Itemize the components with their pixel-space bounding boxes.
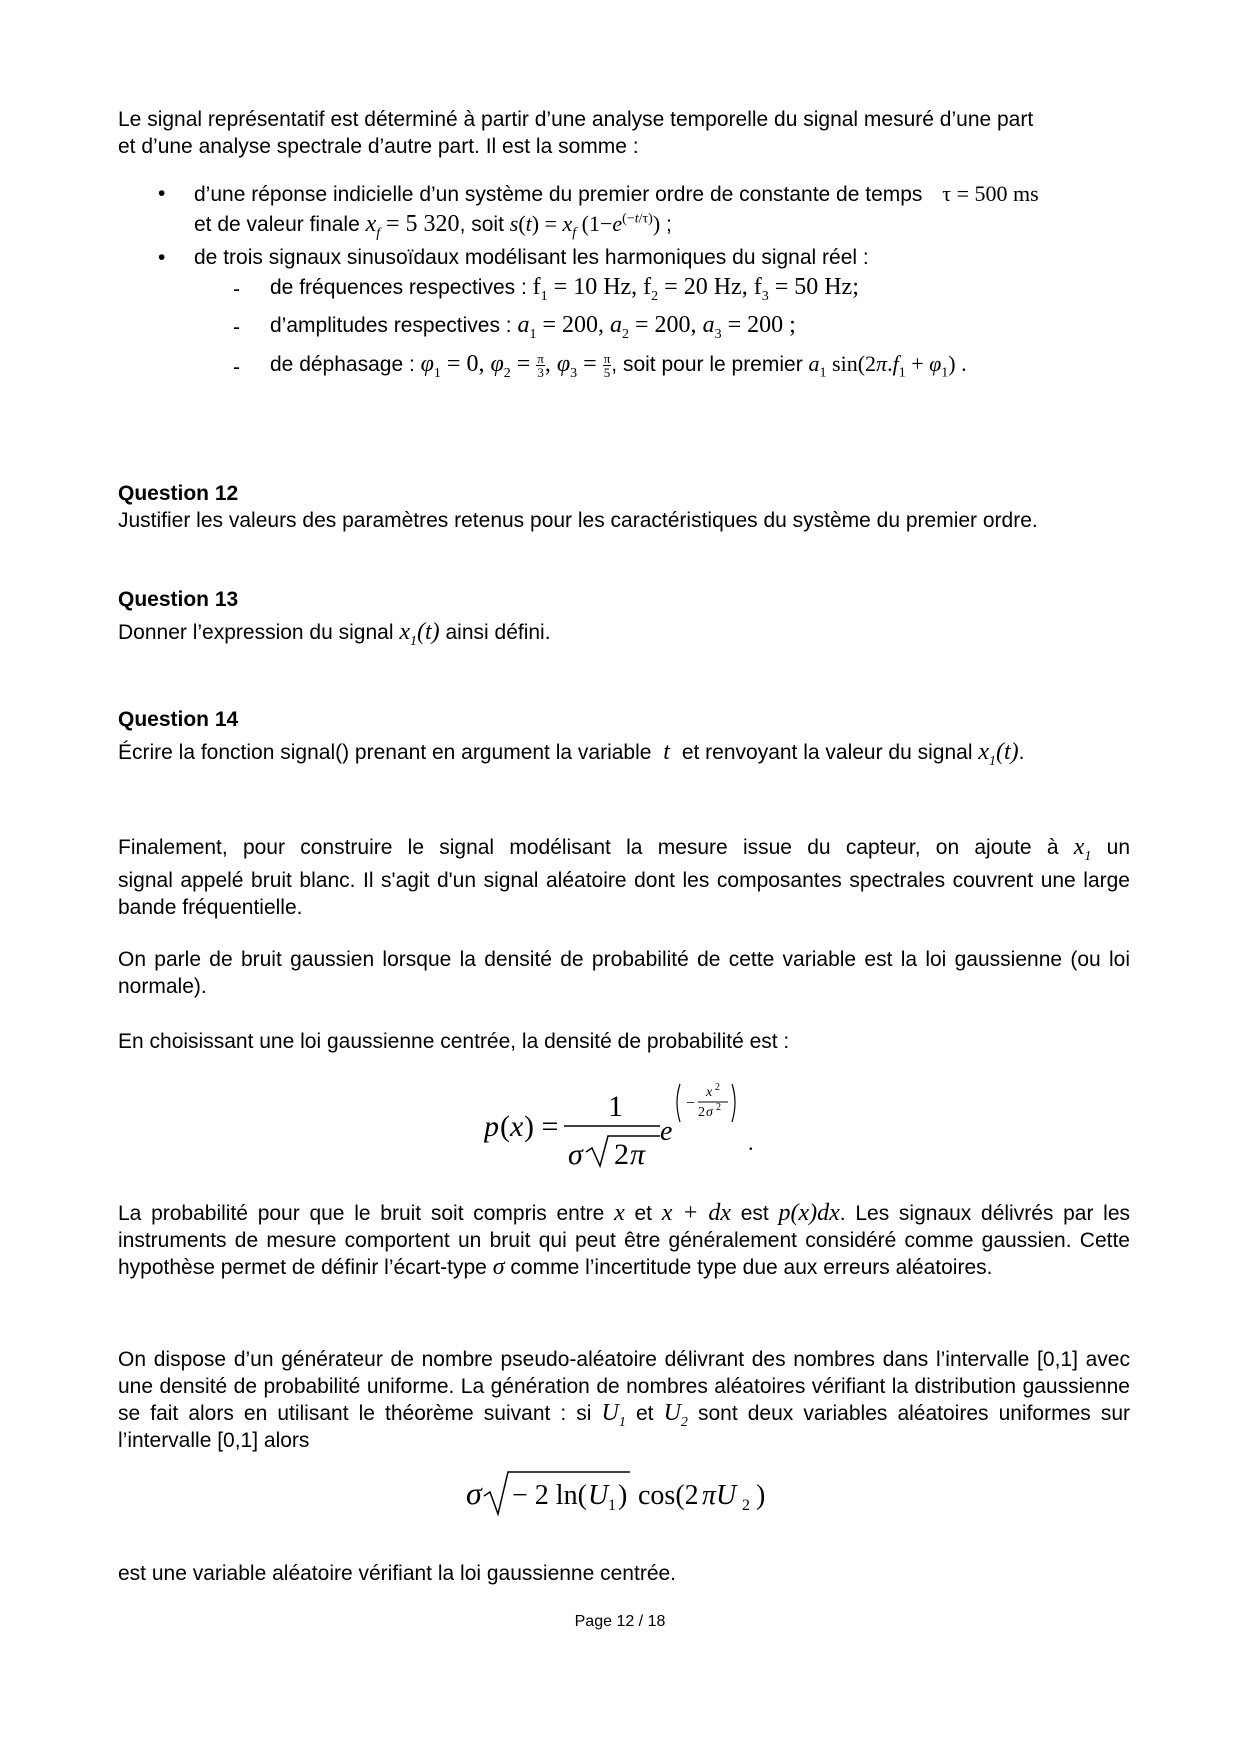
svg-text:): ) [618,1480,628,1511]
svg-text:2: 2 [742,1497,750,1514]
svg-text:2: 2 [698,1105,705,1120]
svg-text:x: x [510,1110,524,1143]
x1t-symbol: $x_1(t)$ [978,739,1019,769]
frequencies-values: $f_1 = 10$ Hz, $f_2 = 20$ Hz, $f_3 = 50$ Hz; [532,274,859,304]
step-response-formula: $s(t) = x_f$ $(1-e^{(-t/\tau)})$ [509,211,661,241]
svg-text:πU: πU [702,1480,737,1511]
phases-values: $\varphi_1 = 0$, $\varphi_2$ = $\frac{\pi}{3}$ , $\varphi_3$ = $\frac{\pi}{5}$ [420,350,611,381]
frequencies-line: de fréquences respectives : $f_1 = 10$ Hz, $f_2 = 20$ Hz, $f_3 = 50$ Hz; [270,274,859,304]
svg-text:.: . [748,1130,754,1155]
bullet-marker: • [158,182,166,205]
intro-paragraph: Le signal représentatif est déterminé à partir d’une analyse temporelle du signal mesuré d’une part et d’une analyse spectrale d’autre part. Il est la somme : [118,108,1034,158]
svg-text:σ: σ [706,1105,713,1120]
box-muller-svg [466,1466,786,1522]
x1-symbol: $x_1$ [1073,834,1092,864]
u1-symbol: $U_1$ [601,1400,626,1430]
amplitudes-values: $a_1 = 200$, $a_2 = 200$, $a_3 = 200$ ; [517,312,796,342]
u2-symbol: $U_2$ [663,1400,688,1430]
bullet-marker: • [158,246,166,269]
svg-text:(: ( [500,1110,510,1143]
amplitudes-line: d’amplitudes respectives : $a_1 = 200$, $a_2 = 200$, $a_3 = 200$ ; [270,312,796,342]
dash-marker: - [233,278,240,301]
svg-text:x: x [706,1085,713,1100]
svg-text:cos(2: cos(2 [638,1480,699,1511]
box-muller-formula [466,1466,786,1529]
gaussian-noise-paragraph: On parle de bruit gaussien lorsque la densité de probabilité de cette variable est la loi gaussienne (ou loi normale). [118,948,1130,998]
phases-line: de déphasage : $\varphi_1 = 0$, $\varphi_2$ = $\frac{\pi}{3}$ , $\varphi_3$ = $\frac{\pi}{5}$ , soit pour le premier $a_1$ $\sin(2\pi.f_1 + \varphi_1)$ . [270,350,967,381]
svg-text:2: 2 [614,1138,629,1171]
svg-text:σ: σ [568,1138,583,1171]
svg-text:p: p [484,1110,499,1143]
question-12: Question 12 Justifier les valeurs des paramètres retenus pour les caractéristiques du système du premier ordre. [118,482,1038,532]
svg-text:σ: σ [466,1475,482,1511]
svg-text:): ) [756,1480,766,1511]
first-harmonic-formula: $a_1$ $\sin(2\pi.f_1 + \varphi_1)$ . [808,351,967,381]
svg-text:2: 2 [716,1102,721,1113]
dash-marker: - [233,356,240,379]
page-number: Page 12 / 18 [574,1613,666,1630]
svg-text:π: π [630,1138,646,1171]
white-noise-paragraph: Finalement, pour construire le signal modélisant la mesure issue du capteur, on ajoute à $x_1$ un signal appelé bruit blanc. Il s'agit d'un signal aléatoire dont les composantes spectrales couvrent une large bande fréquentielle. [118,834,1131,919]
question-14: Question 14 Écrire la fonction signal() prenant en argument la variable t et renvoyant la valeur du signal $x_1(t)$. [118,708,1025,769]
svg-text:) =: ) = [524,1110,559,1143]
xf-symbol: $x_f$ [365,211,381,241]
conclusion-paragraph: est une variable aléatoire vérifiant la loi gaussienne centrée. [118,1562,677,1585]
question-13: Question 13 Donner l’expression du signal $x_1(t)$ ainsi défini. [118,588,551,649]
svg-text:U: U [588,1480,609,1511]
svg-text:2: 2 [715,1082,720,1093]
x1t-symbol: $x_1(t)$ [399,619,440,649]
dash-marker: - [233,316,240,339]
gaussian-density-svg [484,1078,764,1178]
box-muller-paragraph: On dispose d’un générateur de nombre pseudo-aléatoire délivrant des nombres dans l’intervalle [0,1] avec une densité de probabilité uniforme. La génération de nombres aléatoires vérifiant la distribution gaussienne se fait alors en utilisant le théorème suivant : si $U_1$ et $U_2$ sont deux variables aléatoires uniformes sur l’intervalle [0,1] alors [118,1348,1131,1452]
bullet-sinusoids: de trois signaux sinusoïdaux modélisant les harmoniques du signal réel : [194,246,869,269]
bullet-step-response: d’une réponse indicielle d’un système du premier ordre de constante de temps τ = 500 ms [194,181,1039,206]
svg-text:1: 1 [608,1497,616,1514]
gaussian-density-formula [484,1078,764,1185]
bullet-step-response-line2: et de valeur finale $x_f = 5$ 320, soit $s(t) = x_f$ $(1-e^{(-t/\tau)})$ ; [194,211,672,241]
svg-text:− 2 ln(: − 2 ln( [512,1480,587,1511]
svg-text:1: 1 [608,1090,623,1123]
probability-paragraph: La probabilité pour que le bruit soit compris entre x et x + dx est p(x)dx. Les signaux délivrés par les instruments de mesure comportent un bruit qui peut être généralement considéré comme gaussien. Cette hypothèse permet de définir l’écart-type σ comme l’incertitude type due aux erreurs aléatoires. [118,1200,1131,1280]
svg-text:−: − [686,1095,696,1112]
svg-text:e: e [660,1116,673,1147]
centered-gaussian-paragraph: En choisissant une loi gaussienne centrée, la densité de probabilité est : [118,1030,790,1053]
